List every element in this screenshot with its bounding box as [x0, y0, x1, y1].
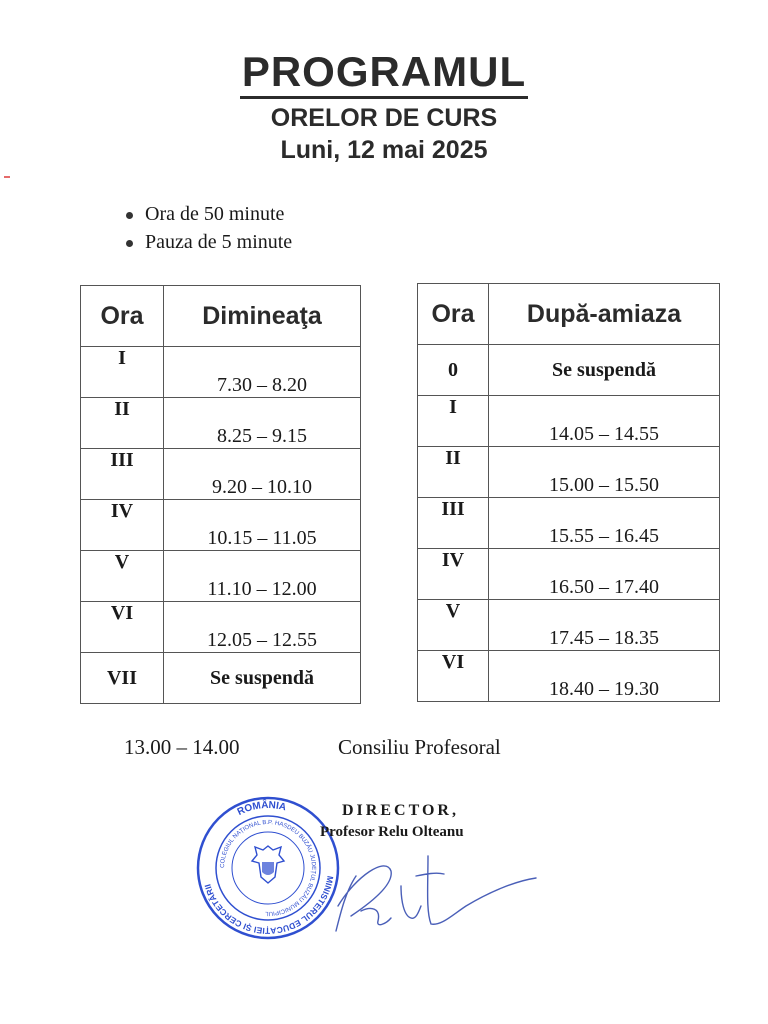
column-header-ora: Ora: [81, 286, 164, 347]
document-date: Luni, 12 mai 2025: [280, 136, 488, 164]
table-row: [418, 498, 720, 549]
stamp-top-text: ROMÂNIA: [235, 799, 288, 819]
table-row: [418, 549, 720, 600]
bullet-icon: [126, 240, 133, 247]
table-row: [81, 551, 361, 602]
period-number: V: [418, 600, 489, 651]
period-number: V: [81, 551, 164, 602]
notes-list: [126, 200, 292, 256]
period-number: IV: [81, 500, 164, 551]
director-name: Profesor Relu Olteanu: [320, 824, 464, 840]
period-time: 14.05 – 14.55: [489, 396, 720, 447]
stamp-outer-text: MINISTERUL EDUCAȚIEI ȘI CERCETĂRII: [202, 875, 336, 937]
period-time: 8.25 – 9.15: [164, 398, 361, 449]
note-item: Pauza de 5 minute: [126, 228, 292, 256]
director-title: DIRECTOR,: [342, 802, 459, 819]
table-row: [418, 396, 720, 447]
column-header-afternoon: După-amiaza: [489, 284, 720, 345]
period-number: I: [418, 396, 489, 447]
margin-mark: [4, 176, 10, 178]
period-number: II: [418, 447, 489, 498]
period-time: 9.20 – 10.10: [164, 449, 361, 500]
period-suspended: Se suspendă: [489, 345, 720, 396]
table-row: [418, 447, 720, 498]
period-number: VI: [418, 651, 489, 702]
table-row: [418, 600, 720, 651]
period-time: 12.05 – 12.55: [164, 602, 361, 653]
table-row: [81, 500, 361, 551]
note-item: Ora de 50 minute: [126, 200, 292, 228]
period-suspended: Se suspendă: [164, 653, 361, 704]
meeting-time: 13.00 – 14.00: [124, 735, 240, 759]
period-number: IV: [418, 549, 489, 600]
morning-schedule-table: [80, 285, 361, 704]
afternoon-schedule-table: [417, 283, 720, 702]
period-number: I: [81, 347, 164, 398]
period-time: 15.00 – 15.50: [489, 447, 720, 498]
table-row: [81, 602, 361, 653]
period-time: 10.15 – 11.05: [164, 500, 361, 551]
period-number: VII: [81, 653, 164, 704]
table-row: [81, 449, 361, 500]
period-time: 7.30 – 8.20: [164, 347, 361, 398]
column-header-morning: Dimineaţa: [164, 286, 361, 347]
column-header-ora: Ora: [418, 284, 489, 345]
period-number: III: [81, 449, 164, 500]
document-title: PROGRAMUL: [240, 48, 528, 99]
table-header-row: [418, 284, 720, 345]
document-subtitle: ORELOR DE CURS: [270, 104, 498, 132]
period-number: 0: [418, 345, 489, 396]
period-time: 11.10 – 12.00: [164, 551, 361, 602]
coat-of-arms-icon: [252, 846, 284, 883]
period-number: III: [418, 498, 489, 549]
table-row: [81, 653, 361, 704]
director-signature: [316, 836, 546, 946]
period-number: II: [81, 398, 164, 449]
period-time: 16.50 – 17.40: [489, 549, 720, 600]
meeting-description: Consiliu Profesoral: [338, 735, 501, 759]
period-time: 18.40 – 19.30: [489, 651, 720, 702]
period-time: 15.55 – 16.45: [489, 498, 720, 549]
table-row: [418, 651, 720, 702]
table-row: [81, 347, 361, 398]
period-number: VI: [81, 602, 164, 653]
document-title-block: [0, 48, 768, 99]
period-time: 17.45 – 18.35: [489, 600, 720, 651]
table-row: [418, 345, 720, 396]
table-header-row: [81, 286, 361, 347]
table-row: [81, 398, 361, 449]
bullet-icon: [126, 212, 133, 219]
stamp-inner-text: COLEGIUL NAȚIONAL B.P. HASDEU BUZĂU JUDEȚUL BUZĂU MUNICIPIUL: [219, 819, 317, 917]
